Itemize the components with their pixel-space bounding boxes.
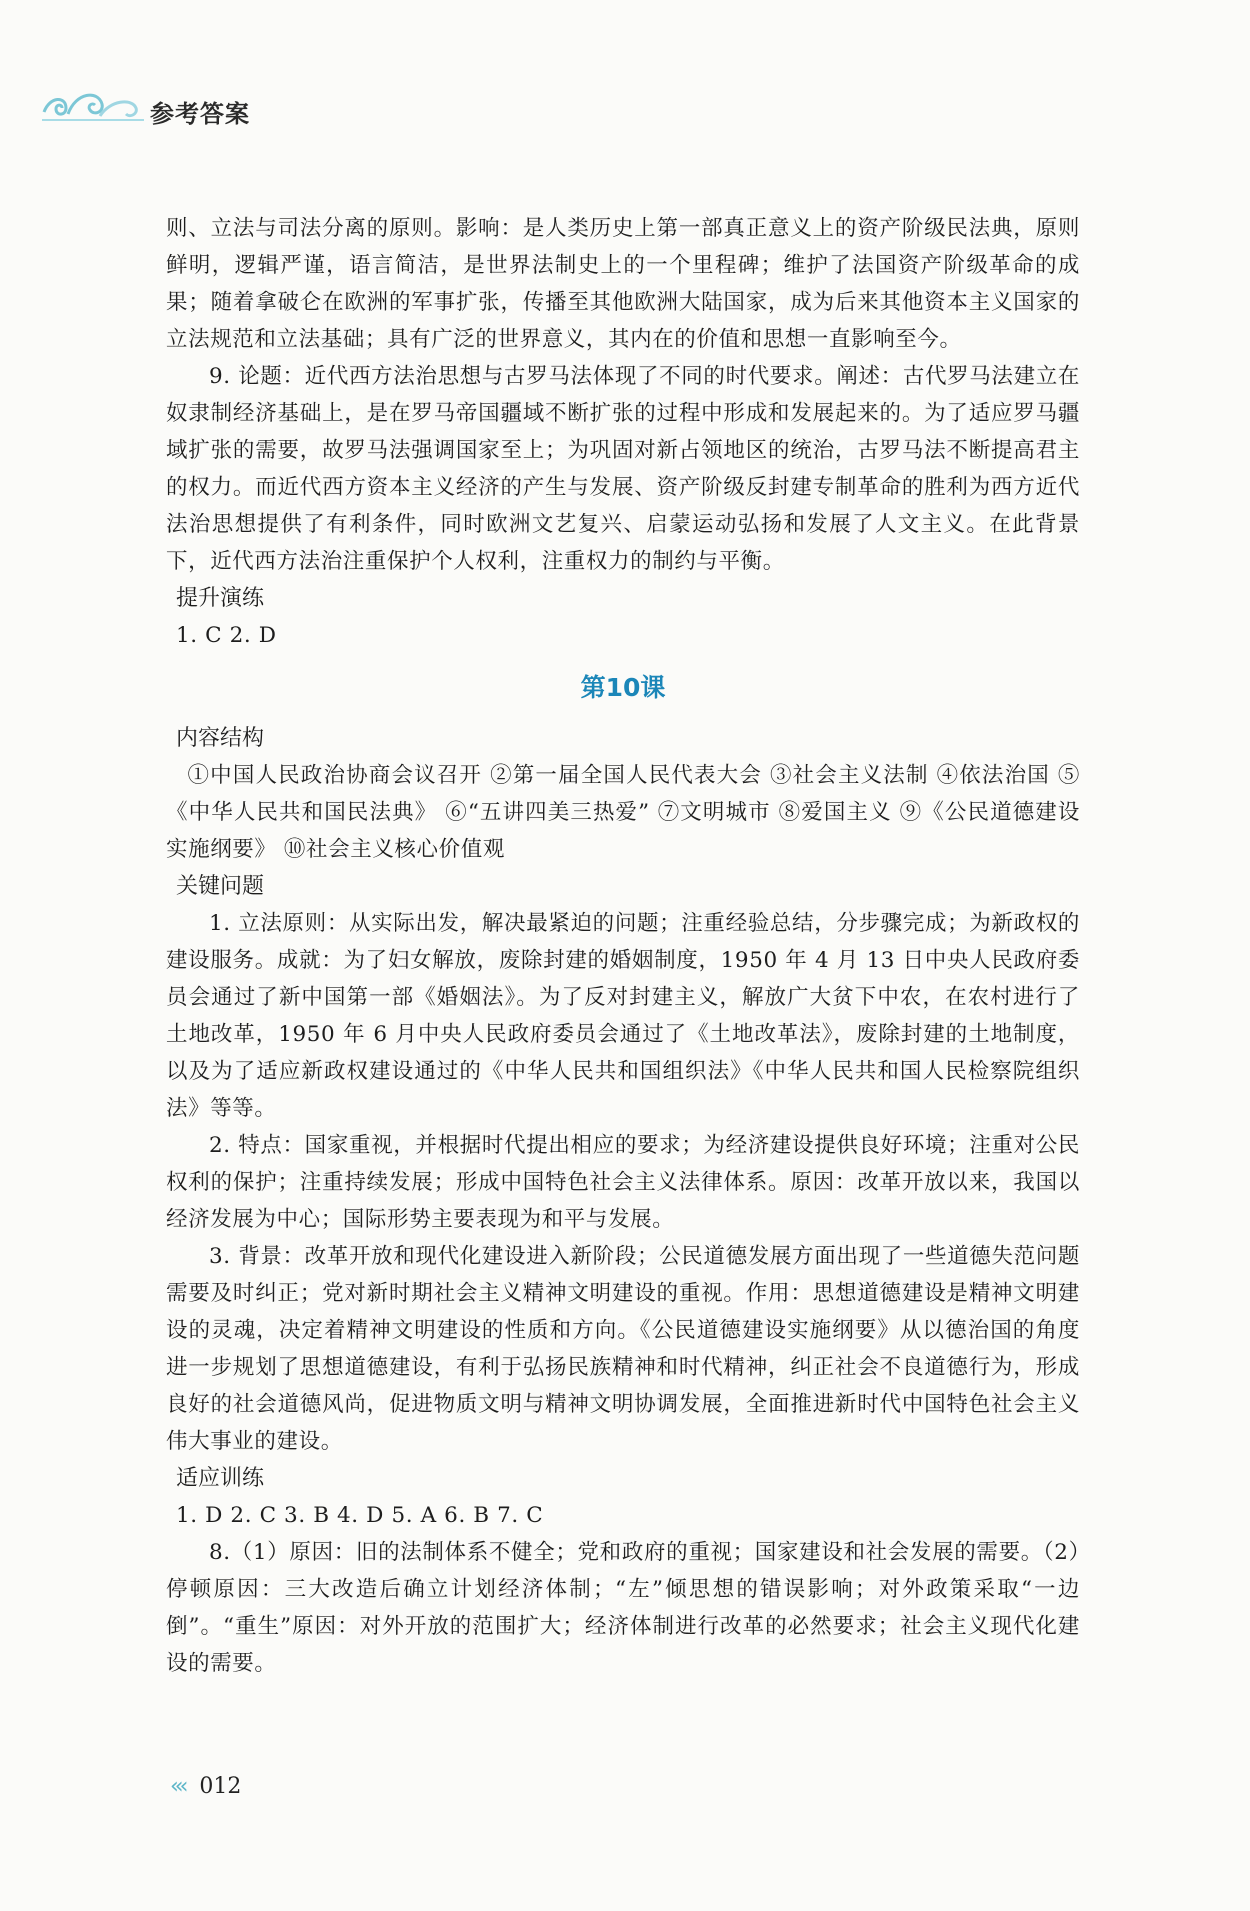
neirong-text: ①中国人民政治协商会议召开 ②第一届全国人民代表大会 ③社会主义法制 ④依法治国 ⑤《中华人民共和国民法典》 ⑥“五讲四美三热爱” ⑦文明城市 ⑧爱国主义 ⑨《公民道德建设实施纲要》 ⑩社会主义核心价值观 [166,763,1080,862]
answer-9: 9. 论题：近代西方法治思想与古罗马法体现了不同的时代要求。阐述：古代罗马法建立在奴隶制经济基础上，是在罗马帝国疆域不断扩张的过程中形成和发展起来的。为了适应罗马疆域扩张的需要，故罗马法强调国家至上；为巩固对新占领地区的统治，古罗马法不断提高君主的权力。而近代西方资本主义经济的产生与发展、资产阶级反封建专制革命的胜利为西方近代法治思想提供了有利条件，同时欧洲文艺复兴、启蒙运动弘扬和发展了人文主义。在此背景下，近代西方法治注重保护个人权利，注重权力的制约与平衡。 [166,364,1080,574]
answer-q2: 2. 特点：国家重视，并根据时代提出相应的要求；为经济建设提供良好环境；注重对公民权利的保护；注重持续发展；形成中国特色社会主义法律体系。原因：改革开放以来，我国以经济发展为中心；国际形势主要表现为和平与发展。 [166,1133,1080,1232]
answer-q3: 3. 背景：改革开放和现代化建设进入新阶段；公民道德发展方面出现了一些道德失范问题需要及时纠正；党对新时期社会主义精神文明建设的重视。作用：思想道德建设是精神文明建设的灵魂，决定着精神文明建设的性质和方向。《公民道德建设实施纲要》从以德治国的角度进一步规划了思想道德建设，有利于弘扬民族精神和时代精神，纠正社会不良道德行为，形成良好的社会道德风尚，促进物质文明与精神文明协调发展，全面推进新时代中国特色社会主义伟大事业的建设。 [166,1244,1080,1454]
page-number: 012 [199,1774,242,1799]
paragraph-continued: 则、立法与司法分离的原则。影响：是人类历史上第一部真正意义上的资产阶级民法典，原则鲜明，逻辑严谨，语言简洁，是世界法制史上的一个里程碑；维护了法国资产阶级革命的成果；随着拿破仑在欧洲的军事扩张，传播至其他欧洲大陆国家，成为后来其他资本主义国家的立法规范和立法基础；具有广泛的世界意义，其内在的价值和思想一直影响至今。 [166,216,1080,352]
tisheng-answers: 1. C 2. D [176,623,277,648]
answer-q8: 8.（1）原因：旧的法制体系不健全；党和政府的重视；国家建设和社会发展的需要。（2）停顿原因：三大改造后确立计划经济体制；“左”倾思想的错误影响；对外政策采取“一边倒”。“重生”原因：对外开放的范围扩大；经济体制进行改革的必然要求；社会主义现代化建设的需要。 [166,1540,1080,1676]
section-heading-guanjian: 关键问题 [176,874,265,899]
page-header [40,78,380,138]
section-heading-tisheng: 提升演练 [176,586,265,611]
lesson-title: 第10课 [580,673,666,702]
section-heading-shiying: 适应训练 [176,1466,265,1491]
section-heading-neirong: 内容结构 [176,726,265,751]
answer-content [166,210,1080,1682]
wave-ornament-icon [40,78,160,128]
page-footer [170,1774,241,1799]
header-title: 参考答案 [150,100,250,128]
answer-q1: 1. 立法原则：从实际出发，解决最紧迫的问题；注重经验总结，分步骤完成；为新政权的建设服务。成就：为了妇女解放，废除封建的婚姻制度，1950 年 4 月 13 日中央人民政府委员会通过了新中国第一部《婚姻法》。为了反对封建主义，解放广大贫下中农，在农村进行了土地改革，1950 年 6 月中央人民政府委员会通过了《土地改革法》，废除封建的土地制度，以及为了适应新政权建设通过的《中华人民共和国组织法》《中华人民共和国人民检察院组织法》等等。 [166,911,1080,1121]
chevron-left-icon: ‹‹‹ [170,1774,185,1799]
shiying-answers: 1. D 2. C 3. B 4. D 5. A 6. B 7. C [176,1503,544,1528]
